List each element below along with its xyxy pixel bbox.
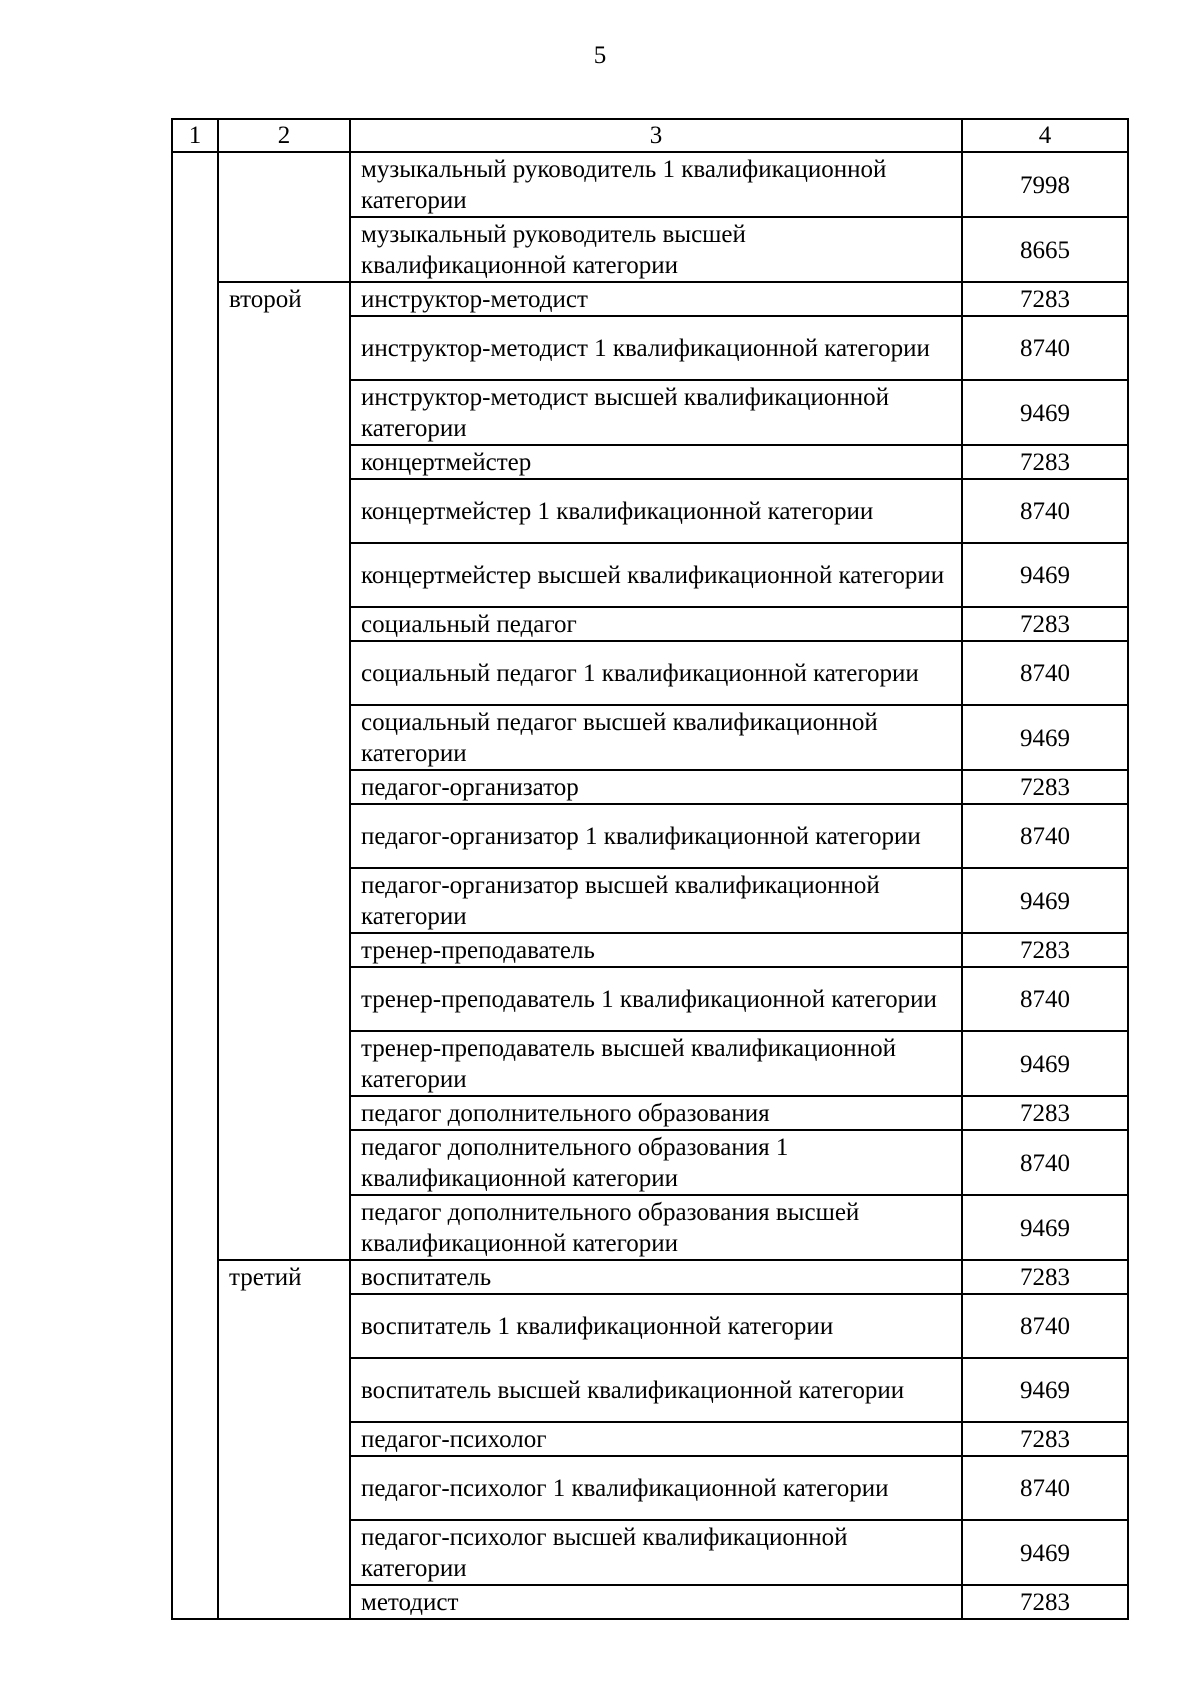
table-row (172, 1260, 1128, 1294)
position-description: концертмейстер высшей квалификационной категории (350, 543, 962, 607)
salary-value: 7283 (962, 933, 1128, 967)
header-cell-3: 3 (350, 119, 962, 152)
position-description: педагог дополнительного образования (350, 1096, 962, 1130)
header-cell-4: 4 (962, 119, 1128, 152)
position-description: музыкальный руководитель высшей квалификационной категории (350, 217, 962, 282)
header-cell-2: 2 (218, 119, 350, 152)
salary-value: 7283 (962, 1260, 1128, 1294)
table-row (172, 152, 1128, 217)
position-description: воспитатель (350, 1260, 962, 1294)
salary-value: 8740 (962, 641, 1128, 705)
salary-value: 9469 (962, 1195, 1128, 1260)
column-1-cell (172, 152, 218, 1619)
position-description: концертмейстер 1 квалификационной категории (350, 479, 962, 543)
position-description: педагог-психолог 1 квалификационной категории (350, 1456, 962, 1520)
salary-value: 9469 (962, 380, 1128, 445)
salary-table (171, 118, 1129, 1620)
salary-value: 7283 (962, 770, 1128, 804)
table-row (172, 282, 1128, 316)
salary-value: 8665 (962, 217, 1128, 282)
salary-value: 7998 (962, 152, 1128, 217)
group-label (218, 152, 350, 282)
position-description: педагог-организатор (350, 770, 962, 804)
position-description: тренер-преподаватель 1 квалификационной категории (350, 967, 962, 1031)
position-description: социальный педагог 1 квалификационной категории (350, 641, 962, 705)
salary-value: 7283 (962, 445, 1128, 479)
salary-value: 8740 (962, 804, 1128, 868)
group-label: третий (218, 1260, 350, 1619)
page-number: 5 (593, 42, 607, 69)
salary-value: 9469 (962, 1031, 1128, 1096)
salary-value: 8740 (962, 1294, 1128, 1358)
position-description: воспитатель 1 квалификационной категории (350, 1294, 962, 1358)
salary-value: 8740 (962, 1456, 1128, 1520)
salary-value: 7283 (962, 1585, 1128, 1619)
group-label: второй (218, 282, 350, 1260)
position-description: концертмейстер (350, 445, 962, 479)
position-description: инструктор-методист 1 квалификационной категории (350, 316, 962, 380)
table-body (172, 119, 1128, 1619)
position-description: социальный педагог (350, 607, 962, 641)
header-cell-1: 1 (172, 119, 218, 152)
position-description: инструктор-методист высшей квалификационной категории (350, 380, 962, 445)
position-description: тренер-преподаватель высшей квалификационной категории (350, 1031, 962, 1096)
position-description: педагог дополнительного образования высшей квалификационной категории (350, 1195, 962, 1260)
position-description: музыкальный руководитель 1 квалификационной категории (350, 152, 962, 217)
position-description: педагог-психолог высшей квалификационной категории (350, 1520, 962, 1585)
position-description: методист (350, 1585, 962, 1619)
position-description: педагог-психолог (350, 1422, 962, 1456)
position-description: педагог-организатор 1 квалификационной категории (350, 804, 962, 868)
salary-value: 8740 (962, 1130, 1128, 1195)
salary-value: 8740 (962, 316, 1128, 380)
header-row (172, 119, 1128, 152)
position-description: воспитатель высшей квалификационной категории (350, 1358, 962, 1422)
salary-value: 7283 (962, 607, 1128, 641)
position-description: инструктор-методист (350, 282, 962, 316)
position-description: педагог дополнительного образования 1 квалификационной категории (350, 1130, 962, 1195)
position-description: тренер-преподаватель (350, 933, 962, 967)
position-description: социальный педагог высшей квалификационной категории (350, 705, 962, 770)
salary-value: 8740 (962, 479, 1128, 543)
salary-value: 9469 (962, 1358, 1128, 1422)
salary-value: 9469 (962, 543, 1128, 607)
position-description: педагог-организатор высшей квалификационной категории (350, 868, 962, 933)
salary-value: 9469 (962, 868, 1128, 933)
salary-value: 7283 (962, 282, 1128, 316)
salary-value: 9469 (962, 705, 1128, 770)
salary-value: 7283 (962, 1096, 1128, 1130)
salary-value: 7283 (962, 1422, 1128, 1456)
salary-value: 8740 (962, 967, 1128, 1031)
salary-value: 9469 (962, 1520, 1128, 1585)
